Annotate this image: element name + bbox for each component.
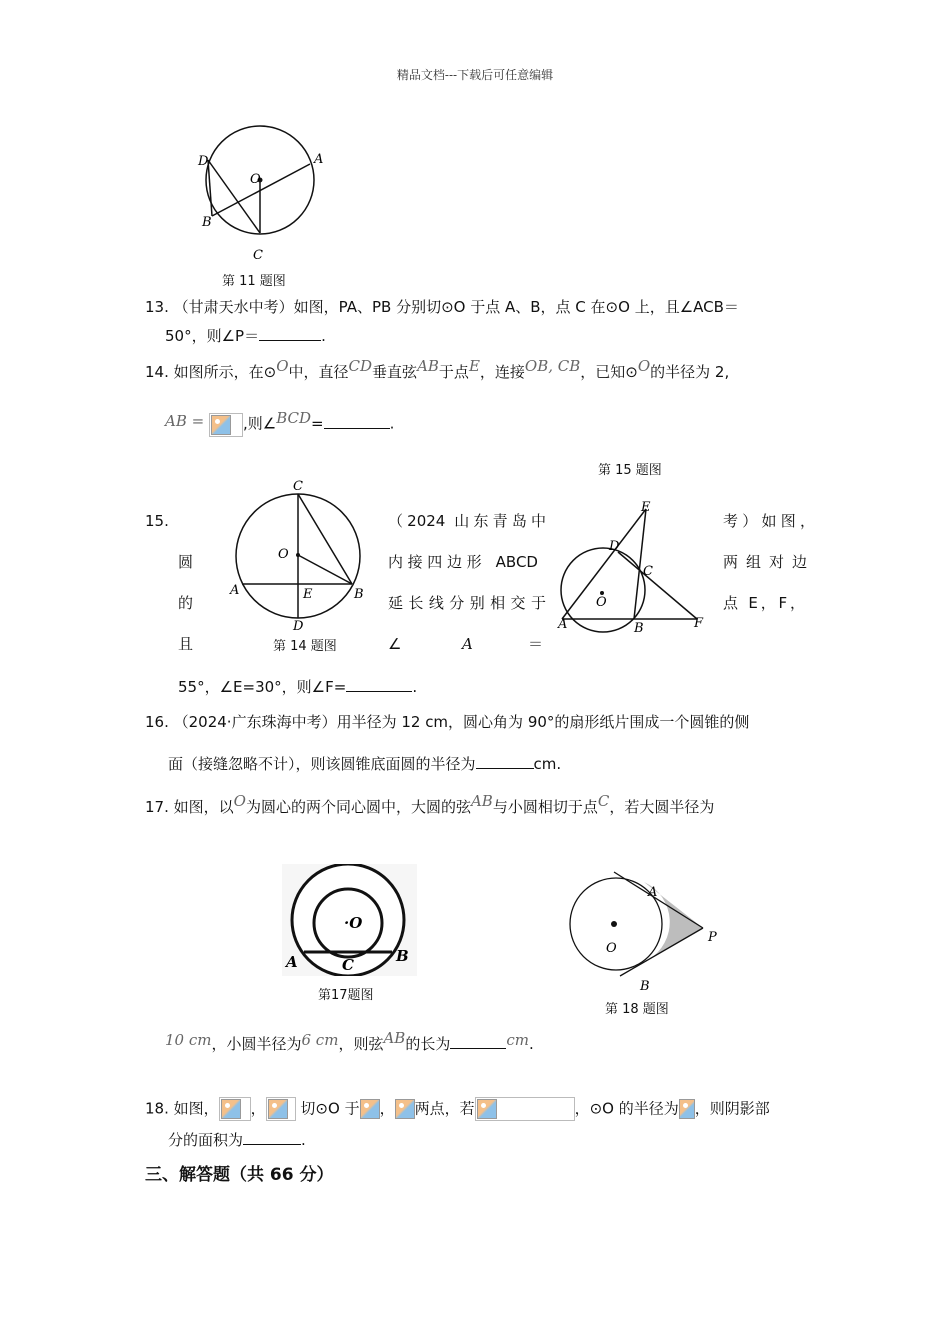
fig11-caption: 第 11 题图 (222, 274, 286, 289)
q13-line1: 13. （甘肃天水中考）如图，PA、PB 分别切⊙O 于点 A、B，点 C 在⊙O 上，且∠ACB＝ (145, 298, 739, 316)
q18-line1: 18. 如图， ， 切⊙O 于 ， 两点，若 ，⊙O 的半径为 ，则阴影部 (145, 1097, 770, 1121)
fig14-label-A: A (230, 583, 240, 598)
q15-c3: 延长线分别相交于 (388, 594, 546, 612)
fig14-label-B: B (354, 587, 364, 602)
fig15-label-A: A (558, 617, 568, 632)
q15-last: 55°，∠E=30°，则∠F= . (178, 678, 418, 696)
q13-line2: 50°，则∠P＝ . (165, 327, 326, 345)
q15-c4a: ∠ (388, 635, 402, 653)
broken-image-icon (395, 1099, 415, 1119)
page-header: 精品文档---下载后可任意编辑 (396, 68, 554, 82)
broken-image-icon (679, 1099, 695, 1119)
q15-l2: 圆 (178, 553, 194, 571)
fig15-label-F: F (694, 616, 704, 631)
fig15-label-D: D (609, 539, 620, 554)
fig11-label-B: B (202, 215, 212, 230)
fig14-label-C: C (293, 479, 303, 494)
broken-image-icon (219, 1097, 251, 1121)
fig15-label-O: O (596, 595, 607, 610)
q15-r2: 两组对边 (723, 553, 807, 571)
fig15-label-B: B (634, 621, 644, 636)
q15-l4: 且 (178, 635, 194, 653)
fig15-label-C: C (643, 564, 653, 579)
figure-11 (190, 118, 340, 268)
q16-line2: 面（接缝忽略不计），则该圆锥底面圆的半径为 cm. (168, 755, 562, 773)
fig14-label-D: D (293, 619, 304, 634)
broken-image-icon (209, 413, 243, 437)
q17-line2: 10 cm，小圆半径为6 cm，则弦AB的长为 cm. (165, 1029, 534, 1053)
fig18-label-B: B (640, 979, 650, 994)
answer-blank-15[interactable] (346, 677, 412, 692)
figure-18 (560, 868, 730, 996)
q15-r3: 点 E，F， (723, 594, 805, 612)
broken-image-icon (475, 1097, 575, 1121)
fig17-label-B: B (396, 947, 409, 965)
fig17-label-O: ·O (344, 914, 363, 932)
answer-blank-16[interactable] (476, 754, 534, 769)
answer-blank-17[interactable] (450, 1034, 506, 1049)
q15-c4c: ＝ (528, 635, 544, 653)
fig17-label-C: C (342, 956, 354, 974)
q15-c2: 内接四边形 ABCD (388, 553, 538, 571)
fig18-label-O: O (606, 941, 617, 956)
figure-15 (552, 496, 712, 636)
fig14-label-E: E (303, 587, 313, 602)
answer-blank-18[interactable] (243, 1130, 301, 1145)
q17-line1: 17. 如图，以O为圆心的两个同心圆中，大圆的弦AB与小圆相切于点C，若大圆半径为 (145, 792, 715, 816)
fig11-label-O: O (250, 172, 261, 187)
fig14-label-O: O (278, 547, 289, 562)
broken-image-icon (360, 1099, 380, 1119)
fig17-caption: 第17题图 (318, 988, 374, 1003)
q15-num: 15. (145, 512, 169, 530)
fig11-label-A: A (314, 152, 324, 167)
q18-line2: 分的面积为 . (168, 1131, 306, 1149)
answer-blank-13[interactable] (259, 326, 321, 341)
fig17-label-A: A (286, 953, 298, 971)
broken-image-icon (266, 1097, 296, 1121)
fig18-label-A: A (648, 885, 658, 900)
q14-line1: 14. 如图所示，在⊙O中，直径CD垂直弦AB于点E，连接OB, CB，已知⊙O的半径为 2, (145, 357, 730, 381)
section-title-3: 三、解答题（共 66 分） (145, 1165, 334, 1185)
answer-blank-14[interactable] (324, 414, 390, 429)
fig15-caption: 第 15 题图 (598, 463, 662, 478)
q14-line2: AB = ,则∠BCD= . (165, 412, 394, 436)
figure-14 (226, 476, 366, 636)
q15-c1: （2024 山东青岛中 (388, 512, 546, 530)
fig14-caption: 第 14 题图 (273, 639, 337, 654)
fig18-caption: 第 18 题图 (605, 1002, 669, 1017)
q15-r1: 考）如图， (723, 512, 815, 530)
fig11-label-D: D (198, 154, 209, 169)
q16-line1: 16. （2024·广东珠海中考）用半径为 12 cm，圆心角为 90°的扇形纸片围成一个圆锥的侧 (145, 713, 750, 731)
fig18-label-P: P (708, 930, 717, 945)
figure-17 (282, 864, 417, 976)
q15-l3: 的 (178, 594, 194, 612)
q15-c4b: A (462, 635, 473, 653)
fig15-label-E: E (641, 500, 651, 515)
fig11-label-C: C (253, 248, 263, 263)
